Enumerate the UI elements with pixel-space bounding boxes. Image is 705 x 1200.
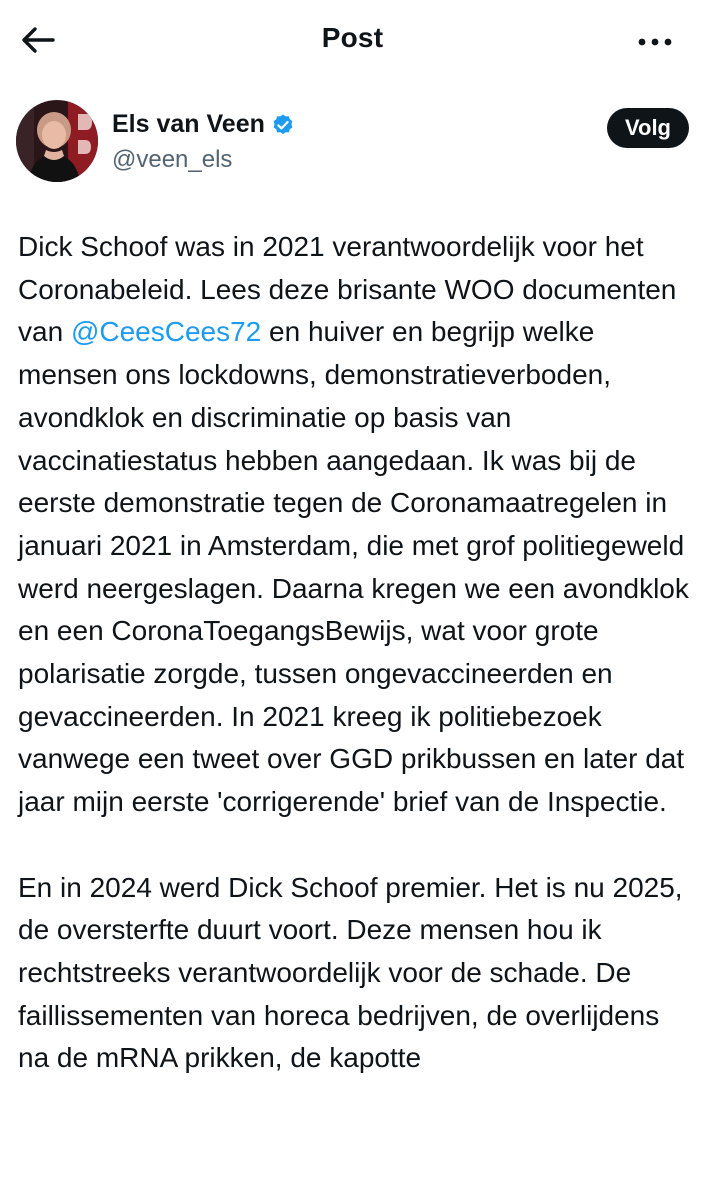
author-handle[interactable]: @veen_els [112, 146, 233, 173]
post-text [18, 226, 694, 1123]
mention-link[interactable]: @CeesCees72 [70, 316, 262, 348]
author-name[interactable]: Els van Veen [112, 110, 265, 138]
follow-button[interactable]: Volg [607, 108, 689, 148]
more-options-button[interactable] [631, 24, 679, 60]
page-title: Post [321, 22, 384, 53]
author-name-row [112, 110, 295, 139]
verified-badge-icon [271, 113, 295, 137]
more-horizontal-icon [637, 37, 673, 47]
author-row [16, 100, 689, 184]
post-paragraph-2: En in 2024 werd Dick Schoof premier. Het is nu 2025, de oversterfte duurt voort. Deze mensen hou ik rechtstreeks verantwoordelijk voor de schade. De faillissementen van horeca bedrijven, de overlijdens na de mRNA prikken, de kapotte [18, 871, 683, 1074]
post-text-segment: Dick Schoof was in 2021 verantwoordelijk voor het Coronabeleid. Lees deze brisante WOO documenten van [18, 231, 677, 348]
post-text-segment: en huiver en begrijp welke mensen ons lockdowns, demonstratieverboden, avondklok en discriminatie op basis van vaccinatiestatus hebben aangedaan. Ik was bij de eerste demonstratie tegen de Coronamaatregelen in januari 2021 in Amsterdam, die met grof politiegeweld werd neergeslagen. Daarna kregen we een avondklok en een CoronaToegangsBewijs, wat voor grote polarisatie zorgde, tussen ongevaccineerden en gevaccineerden. In 2021 kreeg ik politiebezoek vanwege een tweet over GGD prikbussen en later dat jaar mijn eerste 'corrigerende' brief van de Inspectie. [18, 316, 689, 818]
top-bar [0, 0, 705, 82]
post-paragraph-1 [18, 226, 694, 824]
avatar[interactable] [16, 100, 98, 182]
